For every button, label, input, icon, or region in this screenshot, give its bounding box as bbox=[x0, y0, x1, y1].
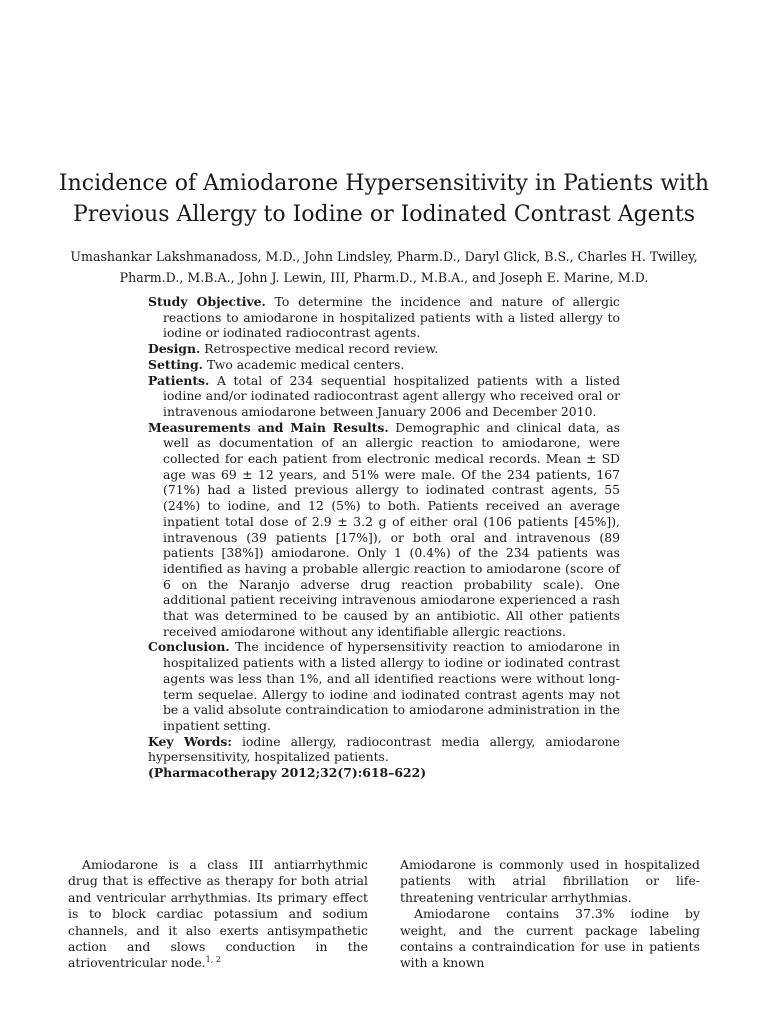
left-paragraph-text: Amiodarone is a class III antiarrhythmic drug that is effective as therapy for both atrial and ventricular arrhythmias. Its primary effect is to block cardiac potassium and sodium channels, and it also exerts antisympathetic action and slows conduction in the atrioventricular node. bbox=[68, 857, 368, 971]
objective-label: Study Objective. bbox=[148, 294, 266, 309]
reference-superscript: 1, 2 bbox=[205, 955, 221, 965]
journal-citation: (Pharmacotherapy 2012;32(7):618–622) bbox=[148, 765, 427, 781]
abstract-conclusion bbox=[148, 639, 620, 733]
design-text: Retrospective medical record review. bbox=[200, 341, 439, 357]
abstract-design bbox=[148, 341, 620, 357]
abstract-objective bbox=[148, 294, 620, 341]
body-paragraph: Amiodarone contains 37.3% iodine by weight, and the current package labeling contains a contraindication for use in patients with a known bbox=[400, 906, 700, 971]
body-paragraph: Amiodarone is commonly used in hospitalized patients with atrial fibrillation or life-threatening ventricular arrhythmias. bbox=[400, 857, 700, 905]
objective-text: To determine the incidence and nature of allergic reactions to amiodarone in hospitalized patients with a listed allergy to iodine or iodinated radiocontrast agents. bbox=[163, 294, 620, 341]
body-paragraph bbox=[68, 857, 368, 972]
setting-text: Two academic medical centers. bbox=[202, 356, 405, 372]
design-label: Design. bbox=[148, 341, 201, 357]
patients-label: Patients. bbox=[148, 372, 210, 388]
keywords-label: Key Words: bbox=[148, 733, 232, 749]
keywords-text: iodine allergy, radiocontrast media allergy, amiodarone hypersensitivity, hospitalized patients. bbox=[148, 733, 620, 765]
conclusion-label: Conclusion. bbox=[148, 639, 230, 655]
abstract-patients bbox=[148, 373, 620, 420]
setting-label: Setting. bbox=[148, 356, 203, 372]
paper-title: Incidence of Amiodarone Hypersensitivity in Patients with Previous Allergy to Iodine or Iodinated Contrast Agents bbox=[58, 171, 710, 227]
measurements-text: Demographic and clinical data, as well as documentation of an allergic reaction to amiodarone, were collected for each patient from electronic medical records. Mean ± SD age was 69 ± 12 years, and 51% were male. Of the 234 patients, 167 (71%) had a listed previous allergy to iodinated contrast agents, 55 (24%) to iodine, and 12 (5%) to both. Patients received an average inpatient total dose of 2.9 ± 3.2 g of either oral (106 patients [45%]), intravenous (39 patients [17%]), or both oral and intravenous (89 patients [38%]) amiodarone. Only 1 (0.4%) of the 234 patients was identified as having a probable allergic reaction to amiodarone (score of 6 on the Naranjo adverse drug reaction probability scale). One additional patient receiving intravenous amiodarone experienced a rash that was determined to be caused by an antibiotic. All other patients received amiodarone without any identifiable allergic reactions. bbox=[163, 419, 620, 639]
author-list: Umashankar Lakshmanadoss, M.D., John Lindsley, Pharm.D., Daryl Glick, B.S., Charles H. Twilley, Pharm.D., M.B.A., John J. Lewin, III, Pharm.D., M.B.A., and Joseph E. Marine, M.D. bbox=[70, 249, 698, 285]
body-column-left bbox=[68, 857, 368, 972]
patients-text: A total of 234 sequential hospitalized patients with a listed iodine and/or iodinated radiocontrast agent allergy who received oral or intravenous amiodarone between January 2006 and December 2010. bbox=[163, 372, 620, 419]
conclusion-text: The incidence of hypersensitivity reaction to amiodarone in hospitalized patients with a listed allergy to iodine or iodinated contrast agents was less than 1%, and all identified reactions were without long-term sequelae. Allergy to iodine and iodinated contrast agents may not be a valid absolute contraindication to amiodarone administration in the inpatient setting. bbox=[163, 639, 620, 733]
abstract-keywords bbox=[148, 734, 620, 765]
body-column-right bbox=[400, 857, 700, 972]
measurements-label: Measurements and Main Results. bbox=[148, 419, 389, 435]
abstract-setting bbox=[148, 357, 620, 373]
abstract bbox=[148, 294, 620, 781]
abstract-measurements bbox=[148, 420, 620, 640]
